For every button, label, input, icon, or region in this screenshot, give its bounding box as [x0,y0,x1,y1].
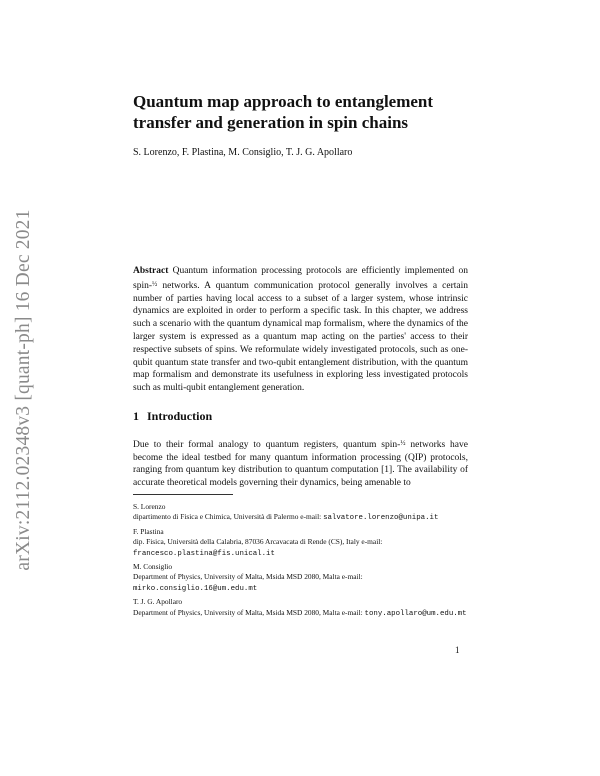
section-number: 1 [133,409,139,423]
affiliation-address: dip. Fisica, Università della Calabria, 87036 Arcavacata di Rende (CS), Italy e-mail: [133,537,383,547]
intro-text-part-2: networks have become the ideal testbed for many quantum information processing (QIP) protocols, ranging from quantum key distribution to quantum computation [1]. The availability of accurate theoretical models governing their dynamics, being amenable to [133,440,468,488]
affiliation-name: S. Lorenzo [133,502,166,511]
affiliation-email[interactable]: tony.apollaro@um.edu.mt [364,609,467,618]
abstract-label: Abstract [133,266,169,276]
affiliation-address: Department of Physics, University of Malta, Msida MSD 2080, Malta e-mail: [133,572,363,582]
intro-paragraph [133,437,468,489]
affiliation-entry [133,502,468,524]
footnote-divider [133,494,233,495]
affiliation-name: T. J. G. Apollaro [133,597,183,607]
affiliation-address: Department of Physics, University of Malta, Msida MSD 2080, Malta e-mail: [133,607,365,617]
page-number: 1 [455,645,460,655]
intro-fraction: ½ [400,439,406,447]
affiliation-address-line [133,512,468,523]
intro-text-part-1: Due to their formal analogy to quantum registers, quantum spin- [133,440,401,450]
abstract-text-part-2: networks. A quantum communication protocol generally involves a certain number of parties having local access to a subset of a larger system, whose intrinsic dynamics are exploited in order to perform a specific task. In this chapter, we address such a scenario with the quantum dynamical map formalism, where the dynamics of the larger system is expressed as a quantum map acting on the parties' access to their respective subsets of spins. We reformulate widely investigated protocols, such as one-qubit quantum state transfer and two-qubit entanglement distribution, with the quantum map formalism and demonstrate its usefulness in exploring less investigated protocols such as multi-qubit entanglement generation. [133,280,468,394]
affiliation-name: F. Plastina [133,526,164,536]
affiliation-address-line [133,572,468,594]
affiliation-name: M. Consiglio [133,562,173,572]
arxiv-stamp-text: arXiv:2112.02348v3 [quant-ph] 16 Dec 2021 [13,209,34,571]
abstract-fraction: ½ [152,279,158,288]
section-heading [133,409,212,424]
affiliation-email[interactable]: francesco.plastina@fis.unical.it [133,549,275,558]
affiliation-entry [133,562,468,594]
abstract-text-part-1: Quantum information processing protocols are efficiently implemented on spin- [133,266,468,291]
section-title: Introduction [147,409,213,423]
paper-title: Quantum map approach to entanglement transfer and generation in spin chains [133,92,434,132]
affiliation-entry [133,527,468,559]
affiliation-address-line [133,537,468,559]
arxiv-stamp [4,180,44,600]
affiliation-address: dipartimento di Fisica e Chimica, Università di Palermo e-mail: [133,512,324,522]
affiliations-block [133,502,468,622]
abstract [133,265,468,395]
author-list: S. Lorenzo, F. Plastina, M. Consiglio, T. J. G. Apollaro [133,147,353,158]
affiliation-address-line [133,608,468,619]
affiliation-email[interactable]: mirko.consiglio.16@um.edu.mt [133,584,258,593]
affiliation-entry [133,597,468,619]
affiliation-email[interactable]: salvatore.lorenzo@unipa.it [323,514,439,523]
